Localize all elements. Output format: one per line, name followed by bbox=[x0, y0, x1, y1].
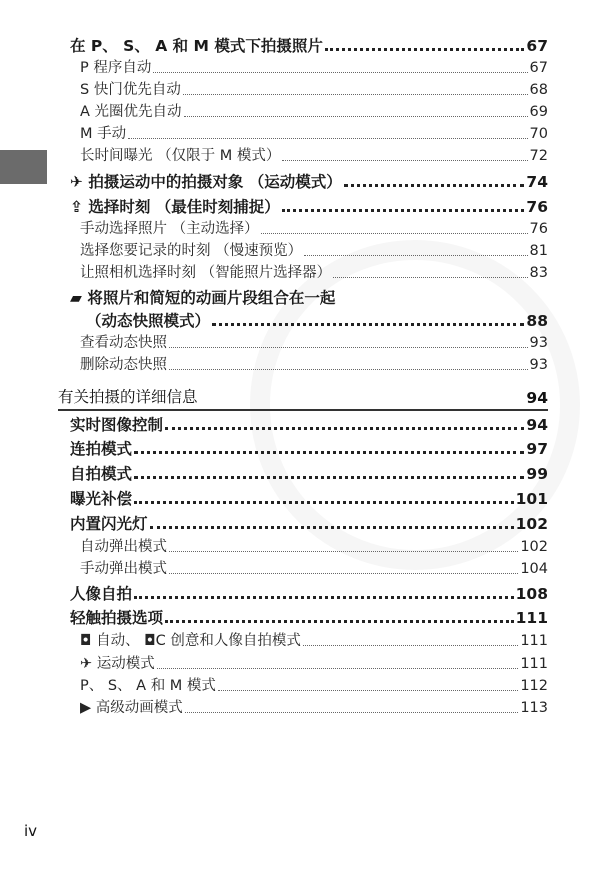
toc-entry-page: 70 bbox=[529, 126, 548, 142]
toc-entry-page: 111 bbox=[515, 609, 548, 627]
toc-entry-title-line1[interactable]: ▰ 将照片和简短的动画片段组合在一起 bbox=[70, 289, 336, 307]
leader-dots bbox=[134, 501, 514, 504]
toc-entry-page: 102 bbox=[515, 515, 548, 533]
toc-entry-page: 76 bbox=[529, 221, 548, 237]
toc-entry-title: P、 S、 A 和 M 模式 bbox=[80, 678, 216, 694]
toc-entry-title: ✈ 拍摄运动中的拍摄对象 （运动模式） bbox=[70, 173, 342, 191]
leader-dots bbox=[184, 116, 528, 117]
toc-entry-title: 长时间曝光 （仅限于 M 模式） bbox=[80, 148, 281, 164]
toc-entry-title: S 快门优先自动 bbox=[80, 82, 181, 98]
toc-entry-page: 76 bbox=[526, 198, 548, 216]
toc-entry-page: 97 bbox=[526, 440, 548, 458]
toc-entry-page: 67 bbox=[529, 60, 548, 76]
toc-entry[interactable] bbox=[80, 698, 548, 718]
toc-entry-page: 108 bbox=[515, 585, 548, 603]
leader-dots bbox=[218, 690, 518, 691]
leader-dots bbox=[150, 526, 514, 529]
toc-entry[interactable] bbox=[80, 355, 548, 375]
toc-entry-title: 自动弹出模式 bbox=[80, 539, 167, 555]
toc-entry-title: A 光圈优先自动 bbox=[80, 104, 182, 120]
leader-dots bbox=[169, 347, 528, 348]
toc-entry-title: ⇪ 选择时刻 （最佳时刻捕捉） bbox=[70, 198, 280, 216]
toc-entry-title: 曝光补偿 bbox=[70, 490, 133, 508]
toc-entry-page: 93 bbox=[529, 357, 548, 373]
toc-entry[interactable] bbox=[80, 219, 548, 239]
toc-entry[interactable] bbox=[70, 608, 548, 628]
toc-entry[interactable] bbox=[70, 584, 548, 604]
toc-entry[interactable] bbox=[70, 36, 548, 56]
toc-entry-page: 69 bbox=[529, 104, 548, 120]
toc-entry[interactable] bbox=[80, 80, 548, 100]
leader-dots bbox=[134, 596, 514, 599]
leader-dots bbox=[304, 255, 527, 256]
toc-entry[interactable] bbox=[70, 415, 548, 435]
toc-entry-page: 101 bbox=[515, 490, 548, 508]
toc-entry-title: P 程序自动 bbox=[80, 60, 152, 76]
toc-entry[interactable] bbox=[70, 172, 548, 192]
leader-dots bbox=[185, 712, 519, 713]
leader-dots bbox=[165, 620, 514, 623]
leader-dots bbox=[261, 233, 528, 234]
toc-entry-title: 手动弹出模式 bbox=[80, 561, 167, 577]
toc-entry-title: ◘ 自动、 ◘C 创意和人像自拍模式 bbox=[80, 633, 301, 649]
toc-entry-title: 让照相机选择时刻 （智能照片选择器） bbox=[80, 265, 332, 281]
toc-entry[interactable] bbox=[70, 197, 548, 217]
toc-entry-page: 74 bbox=[526, 173, 548, 191]
leader-dots bbox=[303, 645, 518, 646]
leader-dots bbox=[169, 551, 518, 552]
toc-entry-title: 查看动态快照 bbox=[80, 335, 167, 351]
toc-entry-page: 83 bbox=[529, 265, 548, 281]
toc-entry[interactable] bbox=[80, 559, 548, 579]
toc-entry[interactable] bbox=[70, 464, 548, 484]
leader-dots bbox=[333, 277, 527, 278]
section-page: 94 bbox=[526, 389, 548, 407]
leader-dots bbox=[157, 668, 519, 669]
toc-entry[interactable] bbox=[80, 58, 548, 78]
toc-entry-title: M 手动 bbox=[80, 126, 127, 142]
toc-entry[interactable] bbox=[80, 124, 548, 144]
toc-entry[interactable] bbox=[80, 654, 548, 674]
toc-entry-page: 94 bbox=[526, 416, 548, 434]
toc-entry[interactable] bbox=[70, 439, 548, 459]
toc-entry-page: 102 bbox=[520, 539, 548, 555]
leader-dots bbox=[325, 48, 525, 51]
leader-dots bbox=[282, 160, 527, 161]
leader-dots bbox=[282, 209, 525, 212]
toc-entry-title: 手动选择照片 （主动选择） bbox=[80, 221, 259, 237]
toc-entry-title: 删除动态快照 bbox=[80, 357, 167, 373]
leader-dots bbox=[153, 72, 527, 73]
toc-entry[interactable] bbox=[80, 146, 548, 166]
toc-entry[interactable] bbox=[80, 676, 548, 696]
toc-entry-title: ✈ 运动模式 bbox=[80, 656, 155, 672]
toc-entry[interactable] bbox=[80, 537, 548, 557]
leader-dots bbox=[134, 476, 524, 479]
leader-dots bbox=[212, 323, 524, 326]
toc-entry-page: 72 bbox=[529, 148, 548, 164]
toc-entry-page: 88 bbox=[526, 312, 548, 330]
toc-entry-title: 实时图像控制 bbox=[70, 416, 164, 434]
leader-dots bbox=[169, 369, 528, 370]
toc-entry-title: 内置闪光灯 bbox=[70, 515, 148, 533]
toc-entry-title: （动态快照模式） bbox=[86, 312, 211, 330]
toc-entry[interactable] bbox=[80, 263, 548, 283]
leader-dots bbox=[169, 573, 518, 574]
toc-entry-page: 81 bbox=[529, 243, 548, 259]
toc-entry[interactable] bbox=[80, 631, 548, 651]
toc-entry-title: 在 P、 S、 A 和 M 模式下拍摄照片 bbox=[70, 37, 323, 55]
toc-entry[interactable] bbox=[80, 241, 548, 261]
section-title: 有关拍摄的详细信息 bbox=[58, 388, 198, 406]
toc-entry-page: 99 bbox=[526, 465, 548, 483]
section-heading[interactable] bbox=[58, 383, 548, 411]
leader-dots bbox=[344, 184, 525, 187]
leader-dots bbox=[165, 427, 524, 430]
leader-dots bbox=[183, 94, 528, 95]
toc-entry-title: 连拍模式 bbox=[70, 440, 133, 458]
toc-entry-title: 选择您要记录的时刻 （慢速预览） bbox=[80, 243, 303, 259]
toc-entry-page: 113 bbox=[520, 700, 548, 716]
toc-entry[interactable] bbox=[80, 102, 548, 122]
toc-entry-title: 自拍模式 bbox=[70, 465, 133, 483]
toc-entry-title: 人像自拍 bbox=[70, 585, 133, 603]
leader-dots bbox=[134, 451, 524, 454]
toc-entry-page: 93 bbox=[529, 335, 548, 351]
toc-entry-page: 112 bbox=[520, 678, 548, 694]
toc-entry-page: 111 bbox=[520, 633, 548, 649]
toc-entry[interactable] bbox=[80, 333, 548, 353]
toc-entry-page: 104 bbox=[520, 561, 548, 577]
toc-entry-page: 111 bbox=[520, 656, 548, 672]
leader-dots bbox=[128, 138, 527, 139]
toc-entry-page: 67 bbox=[526, 37, 548, 55]
toc-entry[interactable] bbox=[70, 514, 548, 534]
toc-entry[interactable] bbox=[86, 311, 548, 331]
toc-entry-title: ▶ 高级动画模式 bbox=[80, 700, 183, 716]
toc-entry-page: 68 bbox=[529, 82, 548, 98]
page-number: iv bbox=[24, 822, 38, 840]
toc-entry[interactable] bbox=[70, 489, 548, 509]
toc-entry-title: 轻触拍摄选项 bbox=[70, 609, 164, 627]
